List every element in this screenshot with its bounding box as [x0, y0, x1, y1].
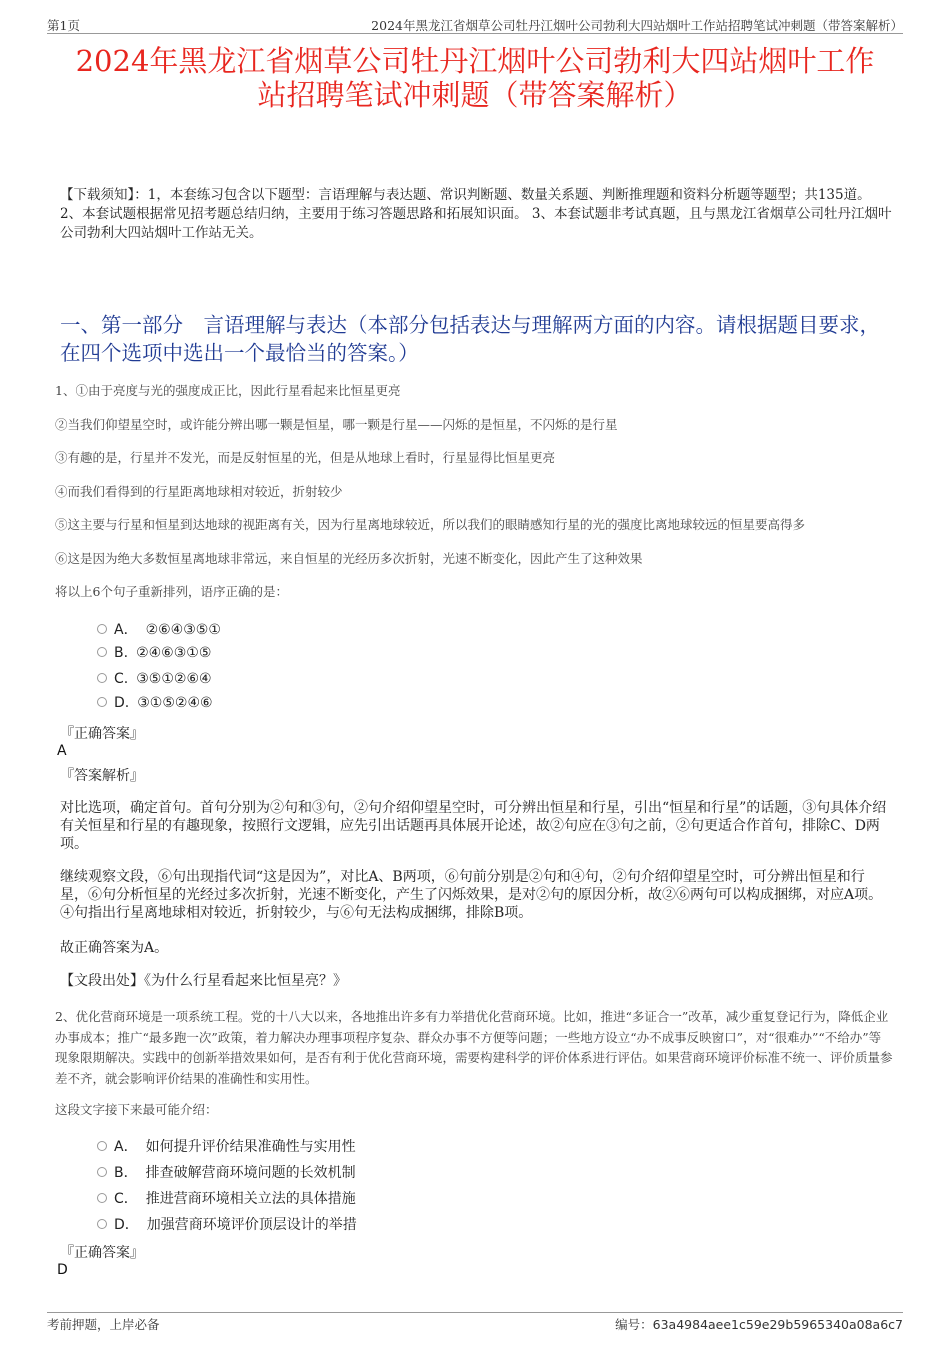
- section-heading: 一、第一部分 言语理解与表达（本部分包括表达与理解两方面的内容。请根据题目要求，在四个选项中选出一个最恰当的答案。）: [60, 313, 880, 365]
- radio-icon[interactable]: [97, 624, 107, 634]
- q2-option-b[interactable]: B． 排查破解营商环境问题的长效机制: [97, 1162, 356, 1182]
- q1-line-3: ③有趣的是，行星并不发光，而是反射恒星的光，但是从地球上看时，行星显得比恒星更亮: [55, 450, 556, 465]
- q2-option-d[interactable]: D． 加强营商环境评价顶层设计的举措: [97, 1214, 357, 1234]
- q2-prompt: 这段文字接下来最可能介绍：: [55, 1102, 218, 1117]
- q1-option-d[interactable]: D. ③①⑤②④⑥: [97, 695, 213, 711]
- q1-option-c[interactable]: C. ③⑤①②⑥④: [97, 671, 212, 687]
- q1-analysis-label: 『答案解析』: [60, 768, 144, 784]
- title-line-1: 2024年黑龙江省烟草公司牡丹江烟叶公司勃利大四站烟叶工作: [75, 44, 875, 78]
- radio-icon[interactable]: [97, 1167, 107, 1177]
- q1-analysis-paragraph-1: 对比选项，确定首句。首句分别为②句和③句，②句介绍仰望星空时，可分辨出恒星和行星，引出“恒星和行星”的话题，③句具体介绍有关恒星和行星的有趣现象，按照行文逻辑，应先引出话题再具体展开论述，故②句应在③句之前，②句更适合作首句，排除C、D两项。: [60, 800, 887, 852]
- q2-answer-label: 『正确答案』: [60, 1245, 144, 1261]
- q1-answer-label: 『正确答案』: [60, 726, 144, 742]
- page-number: 第1页: [47, 18, 80, 33]
- page-header: [47, 15, 903, 34]
- footer-code: 编号：63a4984aee1c59e29b5965340a08a6c7: [615, 1317, 903, 1332]
- q1-option-a[interactable]: A． ②⑥④③⑤①: [97, 619, 221, 639]
- download-notice: 【下载须知】：1，本套练习包含以下题型：言语理解与表达题、常识判断题、数量关系题、判断推理题和资料分析题等题型；共135道。 2、本套试题根据常见招考题总结归纳，主要用于练习答题思路和拓展知识面。 3、本套试题非考试真题，且与黑龙江省烟草公司牡丹江烟叶公司勃利大四站烟叶工作站无关。: [60, 187, 892, 241]
- q1-source: 【文段出处】《为什么行星看起来比恒星亮？》: [60, 973, 347, 989]
- page-footer: [47, 1312, 903, 1332]
- q1-answer: A: [57, 743, 67, 759]
- q1-analysis-paragraph-2: 继续观察文段，⑥句出现指代词“这是因为”，对比A、B两项，⑥句前分别是②句和④句，②句介绍仰望星空时，可分辨出恒星和行星，⑥句分析恒星的光经过多次折射，光速不断变化，产生了闪烁效果，是对②句的原因分析，故②⑥两句可以构成捆绑，对应A项。④句指出行星离地球相对较近，折射较少，与⑥句无法构成捆绑，排除B项。: [60, 869, 883, 921]
- footer-slogan: 考前押题，上岸必备: [47, 1317, 160, 1332]
- radio-icon[interactable]: [97, 1219, 107, 1229]
- radio-icon[interactable]: [97, 1193, 107, 1203]
- q1-line-1: 1、①由于亮度与光的强度成正比，因此行星看起来比恒星更亮: [55, 383, 401, 398]
- q2-text: 2、优化营商环境是一项系统工程。党的十八大以来，各地推出许多有力举措优化营商环境。比如，推进“多证合一”改革，减少重复登记行为，降低企业办事成本；推广“最多跑一次”政策，着力解决办理事项程序复杂、群众办事不方便等问题；一些地方设立“办不成事反映窗口”，对“很难办”“不给办”等现象限期解决。实践中的创新举措效果如何，是否有利于优化营商环境，需要构建科学的评价体系进行评估。如果营商环境评价标准不统一、评价质量参差不齐，就会影响评价结果的准确性和实用性。: [55, 1009, 893, 1086]
- q2-answer: D: [57, 1262, 68, 1278]
- radio-icon[interactable]: [97, 673, 107, 683]
- title-line-2: 站招聘笔试冲刺题（带答案解析）: [257, 78, 693, 112]
- running-title: 2024年黑龙江省烟草公司牡丹江烟叶公司勃利大四站烟叶工作站招聘笔试冲刺题（带答案解析）: [371, 18, 903, 33]
- q1-line-2: ②当我们仰望星空时，或许能分辨出哪一颗是恒星，哪一颗是行星——闪烁的是恒星，不闪烁的是行星: [55, 417, 618, 432]
- q1-line-5: ⑤这主要与行星和恒星到达地球的视距离有关，因为行星离地球较近，所以我们的眼睛感知行星的光的强度比离地球较远的恒星要高得多: [55, 517, 806, 532]
- q2-option-c[interactable]: C． 推进营商环境相关立法的具体措施: [97, 1188, 356, 1208]
- q1-prompt: 将以上6个句子重新排列，语序正确的是：: [55, 584, 288, 599]
- radio-icon[interactable]: [97, 697, 107, 707]
- q2-option-a[interactable]: A． 如何提升评价结果准确性与实用性: [97, 1136, 356, 1156]
- radio-icon[interactable]: [97, 1141, 107, 1151]
- q1-option-b[interactable]: B. ②④⑥③①⑤: [97, 645, 211, 661]
- document-title: [40, 44, 910, 112]
- q1-line-4: ④而我们看得到的行星距离地球相对较近，折射较少: [55, 484, 343, 499]
- q1-analysis-conclusion: 故正确答案为A。: [60, 940, 169, 956]
- q1-line-6: ⑥这是因为绝大多数恒星离地球非常远，来自恒星的光经历多次折射，光速不断变化，因此产生了这种效果: [55, 551, 643, 566]
- radio-icon[interactable]: [97, 647, 107, 657]
